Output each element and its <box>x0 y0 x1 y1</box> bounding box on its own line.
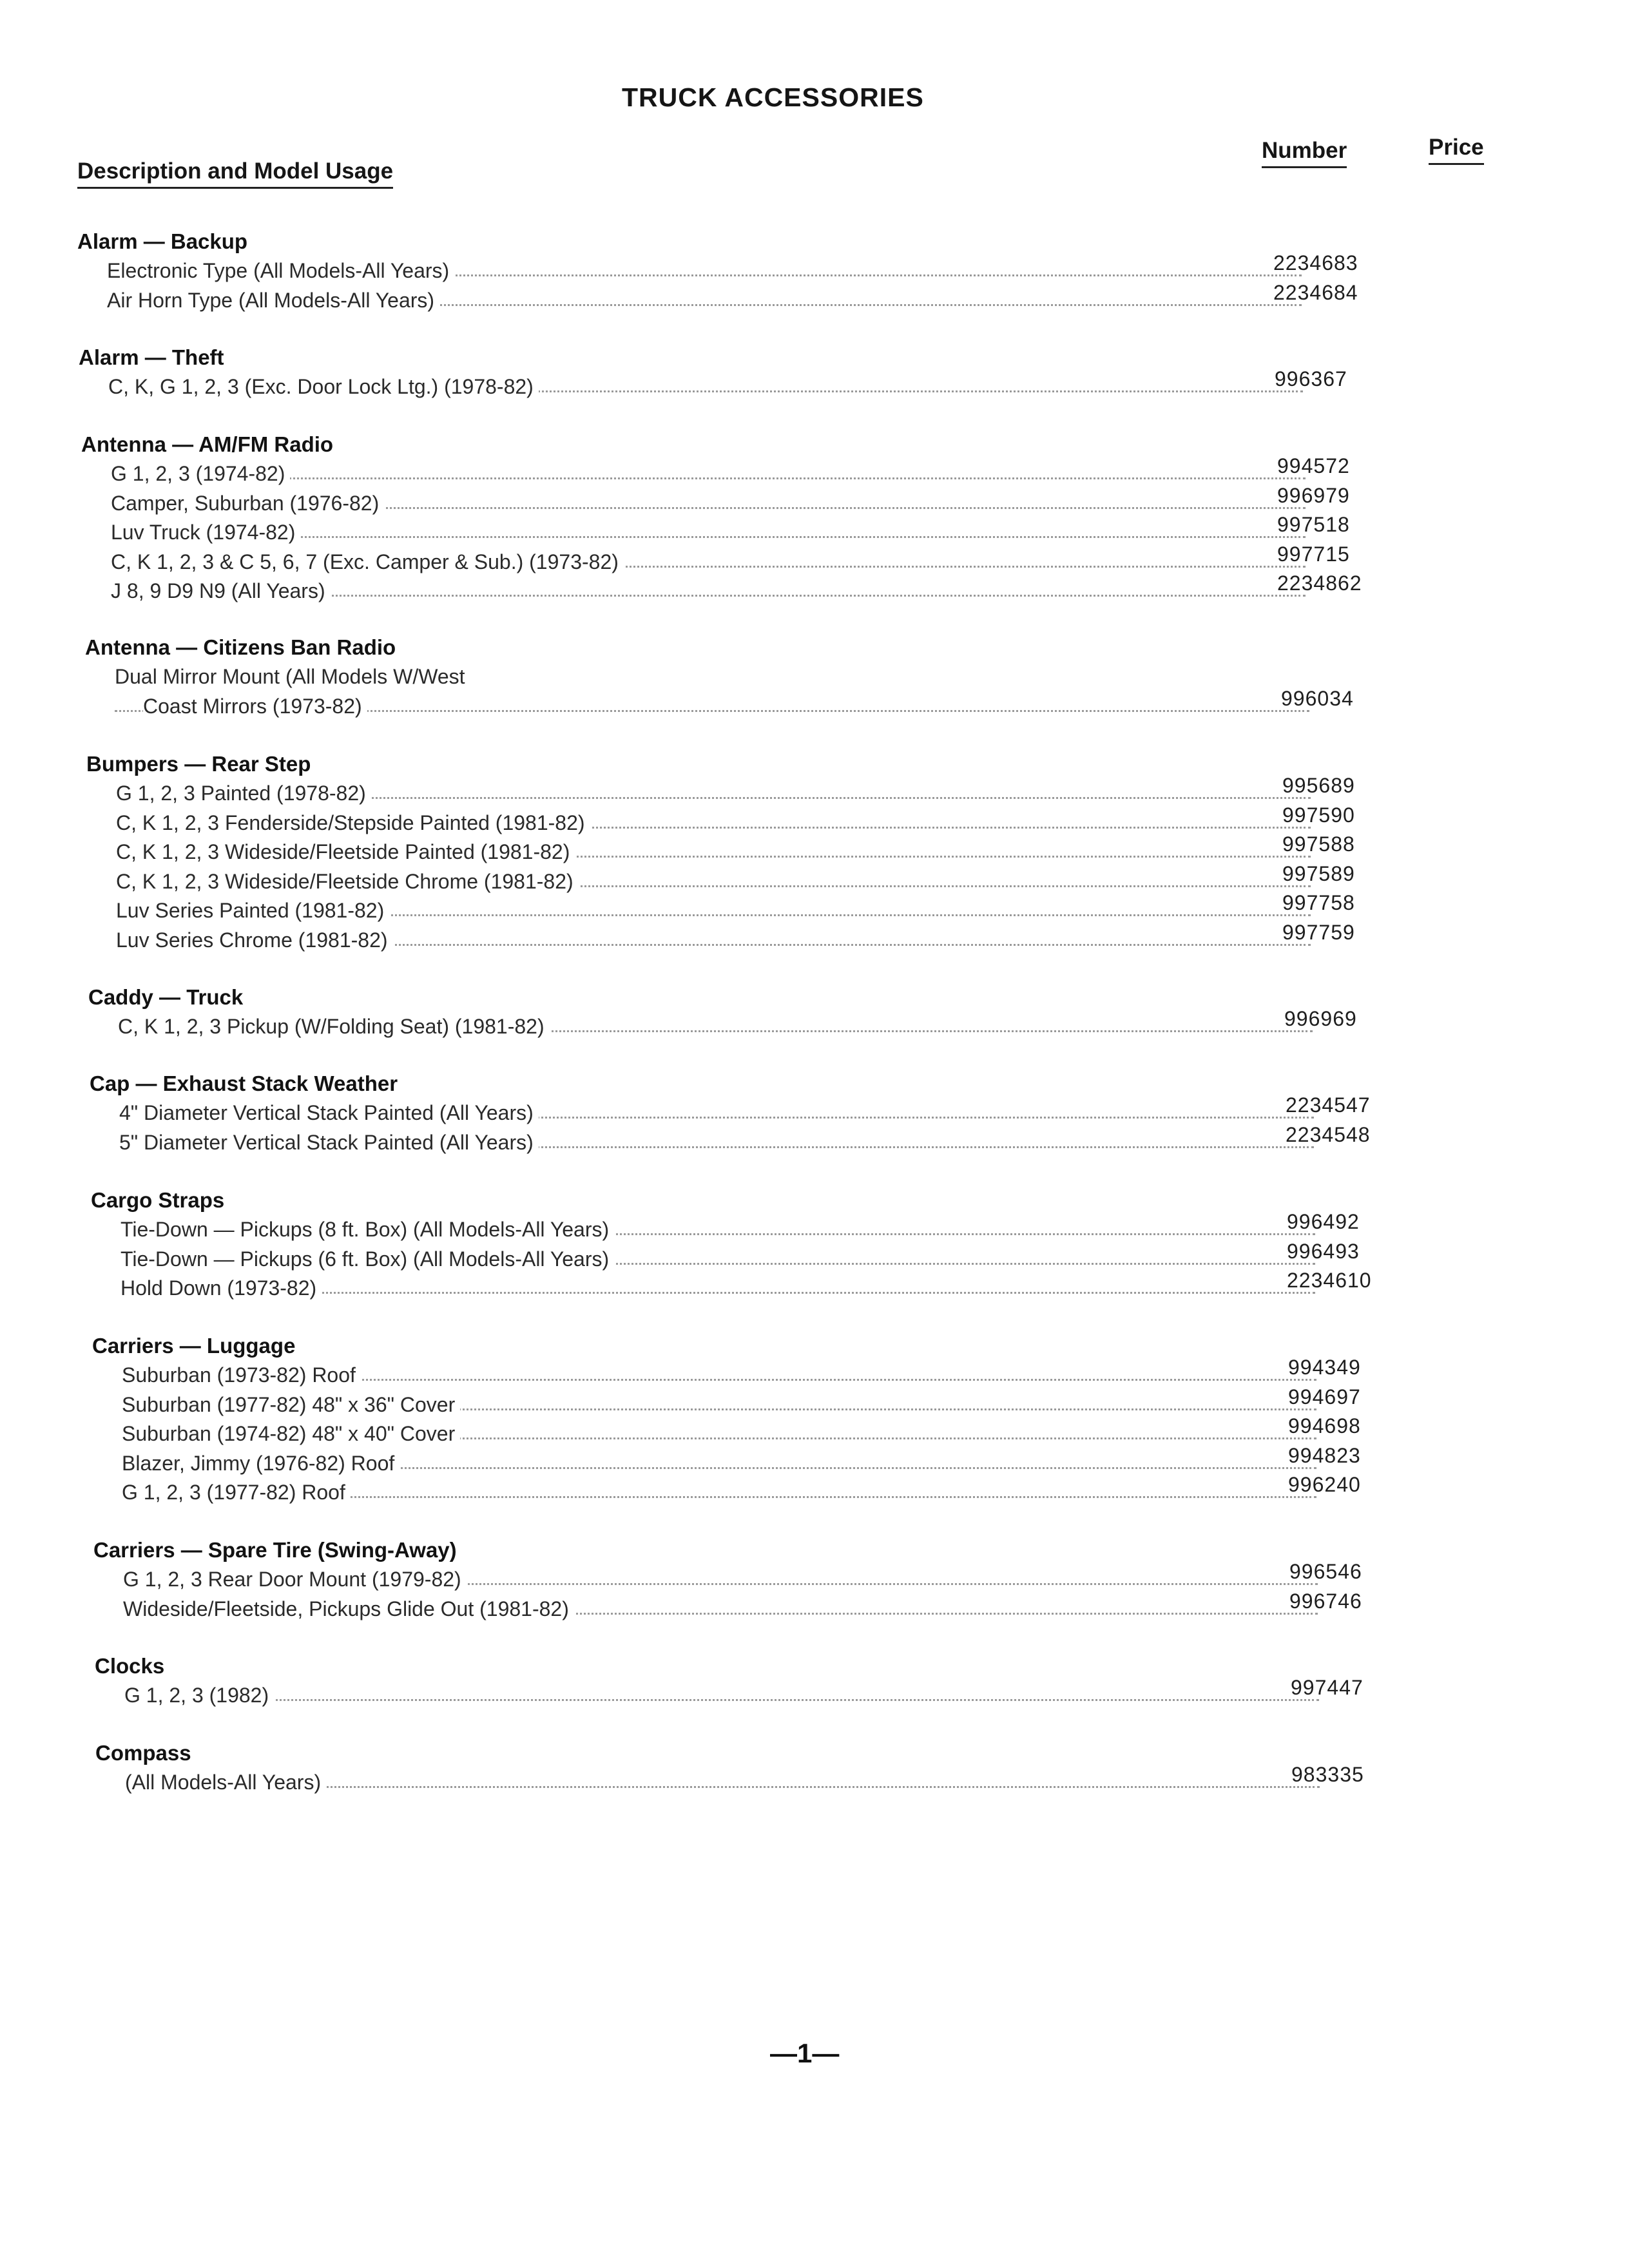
list-item <box>92 1414 1394 1449</box>
section-title: Caddy — Truck <box>88 985 244 1009</box>
list-item <box>91 1239 1393 1274</box>
section-caddy-truck <box>88 983 1390 1042</box>
part-number: 997518 <box>1277 513 1350 536</box>
price-column-header: Price <box>1429 135 1484 165</box>
part-number: 994698 <box>1288 1414 1361 1437</box>
list-item <box>77 251 1379 286</box>
list-item <box>93 1589 1395 1624</box>
list-item <box>92 1443 1394 1479</box>
list-item <box>92 1356 1394 1390</box>
item-description: Luv Series Chrome (1981-82) <box>116 926 393 956</box>
part-number: 997588 <box>1282 832 1355 856</box>
section-alarm-theft <box>79 343 1380 402</box>
part-number: 994823 <box>1288 1443 1361 1467</box>
section-title: Alarm — Backup <box>77 229 248 253</box>
section-clocks <box>95 1651 1396 1711</box>
list-item <box>81 542 1383 577</box>
list-item <box>85 686 1387 722</box>
item-description: Tie-Down — Pickups (6 ft. Box) (All Models-All Years) <box>120 1245 614 1274</box>
list-item <box>90 1122 1391 1158</box>
list-item <box>90 1093 1391 1128</box>
item-description: C, K 1, 2, 3 Fenderside/Stepside Painted (1981-82) <box>116 809 590 838</box>
item-description: G 1, 2, 3 Painted (1978-82) <box>116 779 371 809</box>
part-number: 996034 <box>1281 686 1354 710</box>
part-number: 2234547 <box>1286 1093 1371 1117</box>
page-number: —1— <box>770 2038 840 2068</box>
item-description: C, K 1, 2, 3 & C 5, 6, 7 (Exc. Camper & Sub.) (1973-82) <box>111 548 624 577</box>
list-item <box>86 803 1388 838</box>
part-number: 996240 <box>1288 1473 1361 1496</box>
list-item <box>95 1676 1396 1711</box>
list-item <box>81 454 1383 489</box>
part-number: 994572 <box>1277 454 1350 477</box>
number-column-header: Number <box>1262 138 1347 168</box>
section-title: Antenna — AM/FM Radio <box>81 432 334 456</box>
item-description: Hold Down (1973-82) <box>120 1274 322 1303</box>
section-carriers-spare-tire <box>93 1535 1395 1624</box>
item-description: Suburban (1977-82) 48" x 36" Cover <box>122 1390 460 1420</box>
item-description: 4" Diameter Vertical Stack Painted (All Years) <box>119 1099 539 1128</box>
item-description: G 1, 2, 3 (1974-82) <box>111 459 290 489</box>
list-item <box>93 1560 1395 1595</box>
part-number: 997715 <box>1277 542 1350 566</box>
part-number: 996493 <box>1287 1239 1360 1263</box>
list-item <box>86 861 1388 897</box>
item-description: Dual Mirror Mount (All Models W/West <box>115 662 470 692</box>
item-description: Camper, Suburban (1976-82) <box>111 489 384 519</box>
list-item <box>81 513 1383 548</box>
part-number: 994349 <box>1288 1356 1361 1379</box>
section-title: Cargo Straps <box>91 1188 225 1212</box>
item-description: G 1, 2, 3 Rear Door Mount (1979-82) <box>123 1565 467 1595</box>
part-number: 997447 <box>1291 1676 1364 1699</box>
list-item <box>79 367 1380 402</box>
item-description: C, K 1, 2, 3 Wideside/Fleetside Painted (1981-82) <box>116 838 575 867</box>
list-item <box>85 662 1387 692</box>
section-title: Antenna — Citizens Ban Radio <box>85 635 396 659</box>
section-title: Bumpers — Rear Step <box>86 752 311 776</box>
list-item <box>86 832 1388 867</box>
part-number: 997590 <box>1282 803 1355 827</box>
list-item <box>92 1385 1394 1420</box>
part-number: 994697 <box>1288 1385 1361 1408</box>
part-number: 997759 <box>1282 920 1355 944</box>
part-number: 2234684 <box>1273 280 1358 304</box>
item-description: C, K, G 1, 2, 3 (Exc. Door Lock Ltg.) (1978-82) <box>108 372 539 402</box>
section-title: Carriers — Spare Tire (Swing-Away) <box>93 1538 457 1562</box>
part-number: 995689 <box>1282 774 1355 797</box>
item-description: Suburban (1974-82) 48" x 40" Cover <box>122 1419 460 1449</box>
list-item <box>77 280 1379 316</box>
section-compass <box>95 1738 1397 1798</box>
section-title: Clocks <box>95 1654 165 1678</box>
part-number: 996969 <box>1284 1007 1357 1030</box>
list-item <box>81 483 1383 519</box>
section-cargo-straps <box>91 1186 1393 1303</box>
section-title: Carriers — Luggage <box>92 1334 296 1358</box>
item-description: G 1, 2, 3 (1977-82) Roof <box>122 1478 351 1508</box>
item-description: Wideside/Fleetside, Pickups Glide Out (1981-82) <box>123 1595 574 1624</box>
page-title: TRUCK ACCESSORIES <box>622 82 924 112</box>
section-title: Compass <box>95 1741 191 1765</box>
part-number: 996979 <box>1277 483 1350 507</box>
part-number: 997589 <box>1282 861 1355 885</box>
list-item <box>86 920 1388 956</box>
part-number: 996746 <box>1289 1589 1362 1613</box>
list-item <box>88 1007 1390 1042</box>
item-description: 5" Diameter Vertical Stack Painted (All Years) <box>119 1128 539 1158</box>
section-antenna-am-fm-radio <box>81 430 1383 606</box>
list-item <box>86 891 1388 926</box>
part-number: 2234683 <box>1273 251 1358 274</box>
section-carriers-luggage <box>92 1331 1394 1508</box>
item-description: Luv Truck (1974-82) <box>111 518 300 548</box>
item-description: Air Horn Type (All Models-All Years) <box>107 286 439 316</box>
section-title: Alarm — Theft <box>79 345 224 369</box>
section-title: Cap — Exhaust Stack Weather <box>90 1072 398 1095</box>
item-description: (All Models-All Years) <box>125 1768 326 1798</box>
part-number: 997758 <box>1282 891 1355 914</box>
list-item <box>92 1473 1394 1508</box>
part-number: 996367 <box>1275 367 1347 390</box>
list-item <box>91 1269 1393 1303</box>
item-description: C, K 1, 2, 3 Pickup (W/Folding Seat) (1981-82) <box>118 1012 550 1042</box>
item-description: C, K 1, 2, 3 Wideside/Fleetside Chrome (1981-82) <box>116 867 579 897</box>
section-antenna-citizens-ban-radio <box>85 633 1387 721</box>
description-column-header: Description and Model Usage <box>77 159 393 189</box>
item-description: Suburban (1973-82) Roof <box>122 1361 361 1390</box>
part-number: 996546 <box>1289 1560 1362 1583</box>
section-alarm-backup <box>77 227 1379 315</box>
list-item <box>91 1210 1393 1245</box>
item-description: J 8, 9 D9 N9 (All Years) <box>111 577 331 606</box>
item-description: Luv Series Painted (1981-82) <box>116 896 389 926</box>
item-description: Tie-Down — Pickups (8 ft. Box) (All Models-All Years) <box>120 1215 614 1245</box>
part-number: 983335 <box>1291 1763 1364 1786</box>
part-number: 2234610 <box>1287 1269 1372 1292</box>
list-item <box>95 1763 1397 1798</box>
dot-leader <box>124 1699 1319 1701</box>
item-description: Blazer, Jimmy (1976-82) Roof <box>122 1449 400 1479</box>
part-number: 996492 <box>1287 1210 1360 1233</box>
item-description: Electronic Type (All Models-All Years) <box>107 256 454 286</box>
item-description: Coast Mirrors (1973-82) <box>143 692 367 722</box>
list-item <box>81 572 1383 606</box>
part-number: 2234548 <box>1286 1122 1371 1146</box>
list-item <box>86 774 1388 809</box>
part-number: 2234862 <box>1277 572 1362 595</box>
section-bumpers-rear-step <box>86 749 1388 955</box>
section-cap-exhaust-stack-weather <box>90 1069 1391 1157</box>
item-description: G 1, 2, 3 (1982) <box>124 1681 274 1711</box>
